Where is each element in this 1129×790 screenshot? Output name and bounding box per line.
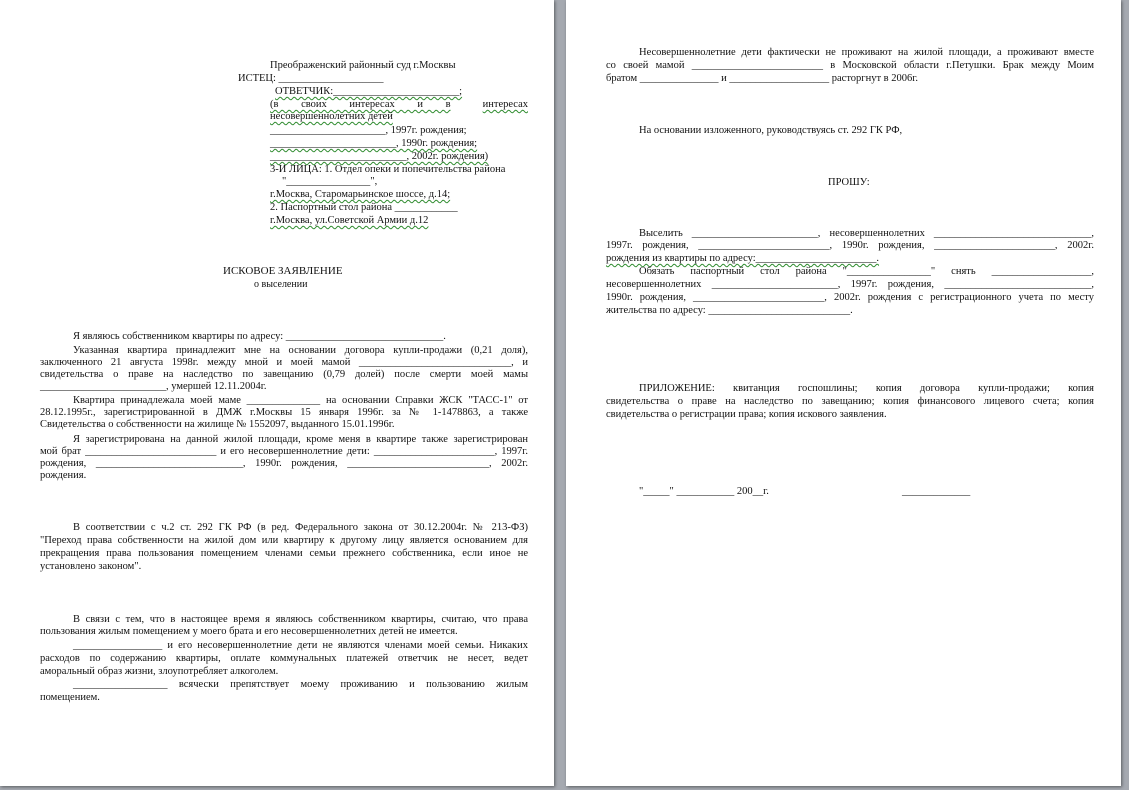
third-party-2: 2. Паспортный стол района ____________ (270, 202, 458, 213)
paragraph-5-line-1: В соответствии с ч.2 ст. 292 ГК РФ (в ред. Федерального закона от 30.12.2004г. № 213-ФЗ) (73, 522, 528, 533)
paragraph-2-line-2: заключенного 21 августа 1998г. между мной и моей мамой _____________________________, и (40, 357, 528, 368)
date-line: "_____" ___________ 200__г. (639, 486, 769, 497)
paragraph-2-line-1: Указанная квартира принадлежит мне на основании договора купли-продажи (0,21 доля), (73, 345, 528, 356)
request-1-line-3: рождения из квартиры по адресу:_______________________. (606, 253, 880, 264)
paragraph-5-line-4: установлено законом". (40, 561, 142, 572)
request-1-line-1: Выселить ________________________, несовершеннолетних ______________________________, (639, 228, 1094, 239)
attachments-line-2: свидетельства о праве на наследство по завещанию; копия финансового лицевого счета; копия (606, 396, 1094, 407)
request-2-line-2: несовершеннолетних ________________________, 1997г. рождения, ____________________________, (606, 279, 1094, 290)
minors-residence-line-3: братом _______________ и ___________________ расторгнут в 2006г. (606, 73, 918, 84)
request-2-line-3: 1990г. рождения, _________________________, 2002г. рождения с регистрационного учета по месту (606, 292, 1094, 303)
attachments-line-3: свидетельства о регистрации права; копия искового заявления. (606, 409, 887, 420)
signature-line: _____________ (902, 486, 971, 497)
own-interests-line (270, 99, 528, 111)
third-party-2-address: г.Москва, ул.Советской Армии д.12 (270, 215, 429, 226)
third-party-1-district: "________________", (282, 176, 378, 187)
request-2-line-4: жительства по адресу: ___________________________. (606, 305, 853, 316)
legal-basis: На основании изложенного, руководствуясь ст. 292 ГК РФ, (639, 125, 903, 136)
paragraph-4-line-3: рождения, ____________________________, 1990г. рождения, ___________________________, 2002г. (40, 458, 528, 469)
court-name: Преображенский районный суд г.Москвы (270, 60, 456, 71)
document-page-2 (566, 0, 1121, 786)
minors-residence-line-2: со своей мамой _________________________ в Московской области г.Петушки. Брак между Моим (606, 60, 1094, 71)
paragraph-6-line-3: _________________ и его несовершеннолетние дети не являются членами моей семьи. Никаких (73, 640, 528, 651)
defendant-line: ОТВЕТЧИК:________________________; (275, 86, 463, 97)
paragraph-3-line-2: 28.12.1995г., зарегистрированной в ДМЖ г.Москвы 15 января 1996г. за № 1-1478863, а также (40, 407, 528, 418)
plaintiff-line: ИСТЕЦ: ____________________ (238, 73, 384, 84)
request-1-line-2: 1997г. рождения, _________________________, 1990г. рождения, _______________________, 2002г. (606, 240, 1094, 251)
own-interests-right: интересах (482, 99, 528, 110)
paragraph-6-line-2: пользования жилым помещением у моего брата и его несовершеннолетних детей не имеется. (40, 626, 458, 637)
child-2-line: ________________________, 1990г. рождения; (270, 138, 478, 149)
third-party-1-address: г.Москва, Старомарьинское шоссе, д.14; (270, 189, 451, 200)
child-1-line: ______________________, 1997г. рождения; (270, 125, 467, 136)
paragraph-6-line-7: помещением. (40, 692, 100, 703)
paragraph-2-line-3: свидетельства о праве на наследство по завещанию (0,79 долей) после смерти моей мамы (40, 369, 528, 380)
paragraph-4-line-2: мой брат _________________________ и его несовершеннолетние дети: _______________________, 1997г. (40, 446, 528, 457)
document-title: ИСКОВОЕ ЗАЯВЛЕНИЕ (223, 265, 343, 277)
paragraph-4-line-4: рождения. (40, 470, 87, 481)
minors-residence-line-1: Несовершеннолетние дети фактически не проживают на жилой площади, а проживают вместе (639, 47, 1094, 58)
request-2-line-1: Обязать паспортный стол района "________________" снять ___________________, (639, 266, 1094, 277)
paragraph-6-line-1: В связи с тем, что в настоящее время я являюсь собственником квартиры, считаю, что права (73, 614, 528, 625)
paragraph-5-line-3: прекращения права пользования помещением членами семьи прежнего собственника, если иное не (40, 548, 528, 559)
paragraph-1: Я являюсь собственником квартиры по адресу: ______________________________. (73, 331, 446, 342)
minors-label: несовершеннолетних детей (270, 111, 393, 122)
document-subtitle: о выселении (254, 279, 308, 290)
paragraph-6-line-5: аморальный образ жизни, злоупотребляет алкоголем. (40, 666, 279, 677)
paragraph-6-line-4: расходов по содержанию квартиры, оплате коммунальных платежей ответчик не несет, ведет (40, 653, 528, 664)
paragraph-5-line-2: "Переход права собственности на жилой дом или квартиру к другому лицу является основанием для (40, 535, 528, 546)
child-3-line: __________________________, 2002г. рождения) (270, 151, 489, 162)
third-party-1: 3-И ЛИЦА: 1. Отдел опеки и попечительства района (270, 164, 506, 175)
paragraph-4-line-1: Я зарегистрирована на данной жилой площади, кроме меня в квартире также зарегистрирован (73, 434, 528, 445)
paragraph-6-line-6: __________________ всячески препятствует моему проживанию и пользованию жилым (73, 679, 528, 690)
document-page-1 (0, 0, 554, 786)
paragraph-3-line-1: Квартира принадлежала моей маме ______________ на основании Справки ЖСК "ТАСС-1" от (73, 395, 528, 406)
paragraph-2-line-4: ________________________, умершей 12.11.2004г. (40, 381, 267, 392)
request-heading: ПРОШУ: (828, 177, 870, 188)
own-interests-left: (в своих интересах и в (270, 99, 451, 110)
attachments-line-1: ПРИЛОЖЕНИЕ: квитанция госпошлины; копия договора купли-продажи; копия (639, 383, 1094, 394)
paragraph-3-line-3: Свидетельства о собственности на жилище № 1552097, выданного 15.01.1996г. (40, 419, 395, 430)
